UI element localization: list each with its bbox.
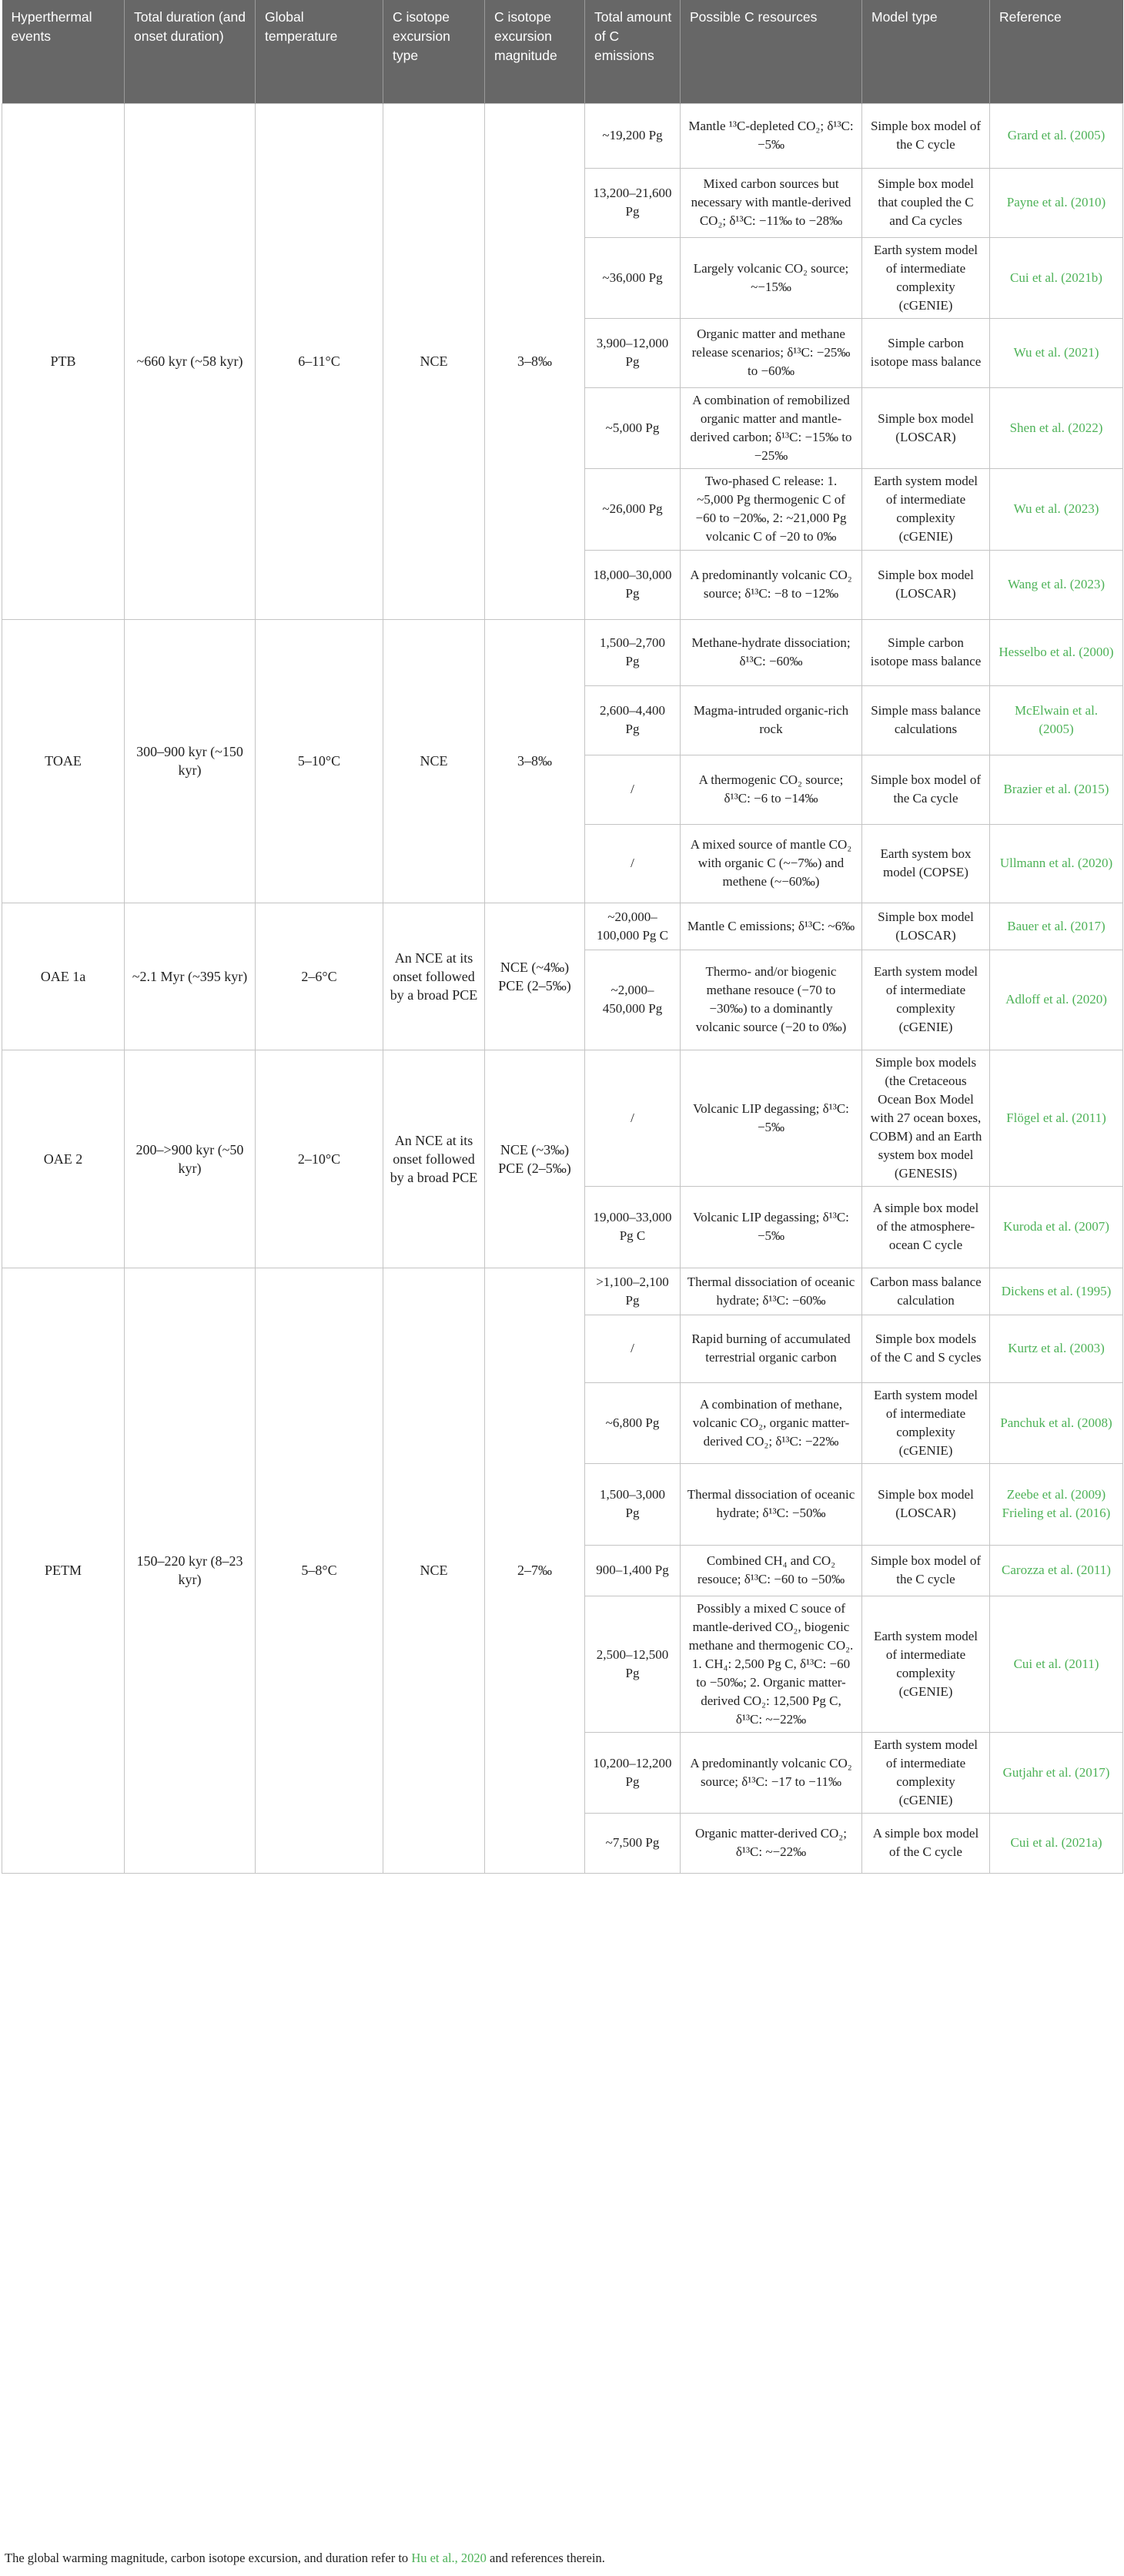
event-name-cell: OAE 1a (2, 903, 125, 1050)
reference-cell[interactable]: McElwain et al. (2005) (990, 685, 1123, 755)
event-excursion-type-cell: NCE (383, 1268, 485, 1873)
event-excursion-type-cell: NCE (383, 619, 485, 903)
col-header: C isotope excursion magnitude (485, 0, 585, 103)
emission-amount-cell: ~2,000–450,000 Pg (585, 950, 681, 1050)
table-row (2, 103, 1123, 168)
col-header: Total duration (and onset duration) (125, 0, 256, 103)
model-type-cell: A simple box model of the C cycle (862, 1813, 990, 1873)
model-type-cell: Simple box model that coupled the C and Ca cycles (862, 168, 990, 237)
reference-cell[interactable]: Zeebe et al. (2009) Frieling et al. (2016) (990, 1463, 1123, 1545)
model-type-cell: Simple box model (LOSCAR) (862, 1463, 990, 1545)
col-header: C isotope excursion type (383, 0, 485, 103)
c-resources-cell: Mixed carbon sources but necessary with mantle-derived CO₂; δ¹³C: −11‰ to −28‰ (681, 168, 862, 237)
table-row (2, 903, 1123, 950)
reference-cell[interactable]: Wu et al. (2021) (990, 318, 1123, 387)
emission-amount-cell: ~7,500 Pg (585, 1813, 681, 1873)
event-magnitude-cell: 3–8‰ (485, 103, 585, 619)
event-duration-cell: ~660 kyr (~58 kyr) (125, 103, 256, 619)
event-temperature-cell: 5–8°C (256, 1268, 383, 1873)
reference-cell[interactable]: Carozza et al. (2011) (990, 1545, 1123, 1596)
event-duration-cell: 300–900 kyr (~150 kyr) (125, 619, 256, 903)
c-resources-cell: Methane-hydrate dissociation; δ¹³C: −60‰ (681, 619, 862, 685)
c-resources-cell: A predominantly volcanic CO₂ source; δ¹³C: −17 to −11‰ (681, 1732, 862, 1813)
emission-amount-cell: 1,500–2,700 Pg (585, 619, 681, 685)
event-name-cell: OAE 2 (2, 1050, 125, 1268)
emission-amount-cell: 2,500–12,500 Pg (585, 1596, 681, 1732)
emission-amount-cell: / (585, 755, 681, 824)
c-resources-cell: A predominantly volcanic CO₂ source; δ¹³C: −8 to −12‰ (681, 550, 862, 619)
model-type-cell: Simple box model of the Ca cycle (862, 755, 990, 824)
model-type-cell: Simple carbon isotope mass balance (862, 318, 990, 387)
reference-cell[interactable]: Hesselbo et al. (2000) (990, 619, 1123, 685)
reference-cell[interactable]: Gutjahr et al. (2017) (990, 1732, 1123, 1813)
reference-cell[interactable]: Wu et al. (2023) (990, 468, 1123, 550)
model-type-cell: Earth system model of intermediate complexity (cGENIE) (862, 1382, 990, 1463)
event-temperature-cell: 5–10°C (256, 619, 383, 903)
header-row (2, 0, 1123, 103)
table-footnote (5, 2551, 605, 2566)
col-header: Reference (990, 0, 1123, 103)
reference-cell[interactable]: Ullmann et al. (2020) (990, 824, 1123, 903)
model-type-cell: Earth system model of intermediate complexity (cGENIE) (862, 1732, 990, 1813)
event-duration-cell: ~2.1 Myr (~395 kyr) (125, 903, 256, 1050)
reference-cell[interactable]: Shen et al. (2022) (990, 387, 1123, 468)
model-type-cell: Simple box model (LOSCAR) (862, 903, 990, 950)
table-row (2, 1050, 1123, 1186)
emission-amount-cell: ~5,000 Pg (585, 387, 681, 468)
reference-cell[interactable]: Cui et al. (2021b) (990, 237, 1123, 318)
c-resources-cell: Thermal dissociation of oceanic hydrate; δ¹³C: −50‰ (681, 1463, 862, 1545)
emission-amount-cell: 3,900–12,000 Pg (585, 318, 681, 387)
reference-cell[interactable]: Grard et al. (2005) (990, 103, 1123, 168)
table-row (2, 1268, 1123, 1315)
col-header: Hyperthermal events (2, 0, 125, 103)
col-header: Model type (862, 0, 990, 103)
model-type-cell: Simple carbon isotope mass balance (862, 619, 990, 685)
footnote-suffix: and references therein. (490, 2551, 605, 2565)
event-magnitude-cell: 2–7‰ (485, 1268, 585, 1873)
model-type-cell: Simple box models (the Cretaceous Ocean Box Model with 27 ocean boxes, COBM) and an Earth system box model (GENESIS) (862, 1050, 990, 1186)
c-resources-cell: Volcanic LIP degassing; δ¹³C: −5‰ (681, 1186, 862, 1268)
emission-amount-cell: ~26,000 Pg (585, 468, 681, 550)
c-resources-cell: A thermogenic CO₂ source; δ¹³C: −6 to −14‰ (681, 755, 862, 824)
emission-amount-cell: ~20,000–100,000 Pg C (585, 903, 681, 950)
reference-cell[interactable]: Bauer et al. (2017) (990, 903, 1123, 950)
emission-amount-cell: 10,200–12,200 Pg (585, 1732, 681, 1813)
model-type-cell: Earth system model of intermediate complexity (cGENIE) (862, 1596, 990, 1732)
emission-amount-cell: ~6,800 Pg (585, 1382, 681, 1463)
reference-cell[interactable]: Panchuk et al. (2008) (990, 1382, 1123, 1463)
c-resources-cell: Possibly a mixed C souce of mantle-derived CO₂, biogenic methane and thermogenic CO₂. 1. CH₄: 2,500 Pg C, δ¹³C: −60 to −50‰; 2. Organic matter-derived CO₂: 12,500 Pg C, δ¹³C: ~−22‰ (681, 1596, 862, 1732)
emission-amount-cell: / (585, 824, 681, 903)
event-name-cell: PTB (2, 103, 125, 619)
emission-amount-cell: ~19,200 Pg (585, 103, 681, 168)
c-resources-cell: Volcanic LIP degassing; δ¹³C: −5‰ (681, 1050, 862, 1186)
c-resources-cell: A mixed source of mantle CO₂ with organic C (~−7‰) and methene (~−60‰) (681, 824, 862, 903)
model-type-cell: Simple box model of the C cycle (862, 103, 990, 168)
model-type-cell: Simple box model of the C cycle (862, 1545, 990, 1596)
model-type-cell: Earth system model of intermediate complexity (cGENIE) (862, 950, 990, 1050)
emission-amount-cell: 18,000–30,000 Pg (585, 550, 681, 619)
col-header: Total amount of C emissions (585, 0, 681, 103)
event-excursion-type-cell: An NCE at its onset followed by a broad PCE (383, 903, 485, 1050)
footnote-text: The global warming magnitude, carbon isotope excursion, and duration refer to (5, 2551, 409, 2565)
event-excursion-type-cell: An NCE at its onset followed by a broad PCE (383, 1050, 485, 1268)
event-duration-cell: 200–>900 kyr (~50 kyr) (125, 1050, 256, 1268)
emission-amount-cell: >1,100–2,100 Pg (585, 1268, 681, 1315)
c-resources-cell: Magma-intruded organic-rich rock (681, 685, 862, 755)
event-temperature-cell: 6–11°C (256, 103, 383, 619)
model-type-cell: Simple box models of the C and S cycles (862, 1315, 990, 1382)
model-type-cell: Earth system model of intermediate complexity (cGENIE) (862, 237, 990, 318)
c-resources-cell: A combination of remobilized organic matter and mantle-derived carbon; δ¹³C: −15‰ to −25‰ (681, 387, 862, 468)
reference-cell[interactable]: Wang et al. (2023) (990, 550, 1123, 619)
model-type-cell: Earth system box model (COPSE) (862, 824, 990, 903)
event-name-cell: PETM (2, 1268, 125, 1873)
model-type-cell: Earth system model of intermediate complexity (cGENIE) (862, 468, 990, 550)
col-header: Global temperature (256, 0, 383, 103)
col-header: Possible C resources (681, 0, 862, 103)
emission-amount-cell: ~36,000 Pg (585, 237, 681, 318)
c-resources-cell: Thermo- and/or biogenic methane resouce (−70 to −30‰) to a dominantly volcanic source (−20 to 0‰) (681, 950, 862, 1050)
model-type-cell: Simple box model (LOSCAR) (862, 387, 990, 468)
c-resources-cell: Two-phased C release: 1. ~5,000 Pg thermogenic C of −60 to −20‰, 2: ~21,000 Pg volcanic C of −20 to 0‰ (681, 468, 862, 550)
event-temperature-cell: 2–10°C (256, 1050, 383, 1268)
c-resources-cell: Combined CH₄ and CO₂ resouce; δ¹³C: −60 to −50‰ (681, 1545, 862, 1596)
event-magnitude-cell: 3–8‰ (485, 619, 585, 903)
event-name-cell: TOAE (2, 619, 125, 903)
event-temperature-cell: 2–6°C (256, 903, 383, 1050)
emission-amount-cell: 1,500–3,000 Pg (585, 1463, 681, 1545)
c-resources-cell: Largely volcanic CO₂ source; ~−15‰ (681, 237, 862, 318)
data-table (2, 0, 1123, 1874)
reference-cell[interactable]: Flögel et al. (2011) (990, 1050, 1123, 1186)
footnote-link[interactable]: Hu et al., 2020 (411, 2551, 487, 2565)
c-resources-cell: Mantle C emissions; δ¹³C: ~6‰ (681, 903, 862, 950)
event-excursion-type-cell: NCE (383, 103, 485, 619)
c-resources-cell: Rapid burning of accumulated terrestrial organic carbon (681, 1315, 862, 1382)
c-resources-cell: Mantle ¹³C-depleted CO₂; δ¹³C: −5‰ (681, 103, 862, 168)
reference-cell[interactable]: Kurtz et al. (2003) (990, 1315, 1123, 1382)
emission-amount-cell: 19,000–33,000 Pg C (585, 1186, 681, 1268)
event-duration-cell: 150–220 kyr (8–23 kyr) (125, 1268, 256, 1873)
model-type-cell: Simple mass balance calculations (862, 685, 990, 755)
model-type-cell: Carbon mass balance calculation (862, 1268, 990, 1315)
emission-amount-cell: 2,600–4,400 Pg (585, 685, 681, 755)
reference-cell[interactable]: Dickens et al. (1995) (990, 1268, 1123, 1315)
model-type-cell: A simple box model of the atmosphere-ocean C cycle (862, 1186, 990, 1268)
event-magnitude-cell: NCE (~3‰) PCE (2–5‰) (485, 1050, 585, 1268)
emission-amount-cell: 900–1,400 Pg (585, 1545, 681, 1596)
emission-amount-cell: / (585, 1315, 681, 1382)
event-magnitude-cell: NCE (~4‰) PCE (2–5‰) (485, 903, 585, 1050)
c-resources-cell: A combination of methane, volcanic CO₂, organic matter-derived CO₂; δ¹³C: −22‰ (681, 1382, 862, 1463)
model-type-cell: Simple box model (LOSCAR) (862, 550, 990, 619)
reference-cell[interactable]: Payne et al. (2010) (990, 168, 1123, 237)
reference-cell[interactable]: Cui et al. (2011) (990, 1596, 1123, 1732)
table-row (2, 619, 1123, 685)
reference-cell[interactable]: Kuroda et al. (2007) (990, 1186, 1123, 1268)
reference-cell[interactable]: Adloff et al. (2020) (990, 950, 1123, 1050)
reference-cell[interactable]: Brazier et al. (2015) (990, 755, 1123, 824)
emission-amount-cell: 13,200–21,600 Pg (585, 168, 681, 237)
c-resources-cell: Organic matter-derived CO₂; δ¹³C: ~−22‰ (681, 1813, 862, 1873)
emission-amount-cell: / (585, 1050, 681, 1186)
reference-cell[interactable]: Cui et al. (2021a) (990, 1813, 1123, 1873)
c-resources-cell: Organic matter and methane release scenarios; δ¹³C: −25‰ to −60‰ (681, 318, 862, 387)
c-resources-cell: Thermal dissociation of oceanic hydrate; δ¹³C: −60‰ (681, 1268, 862, 1315)
